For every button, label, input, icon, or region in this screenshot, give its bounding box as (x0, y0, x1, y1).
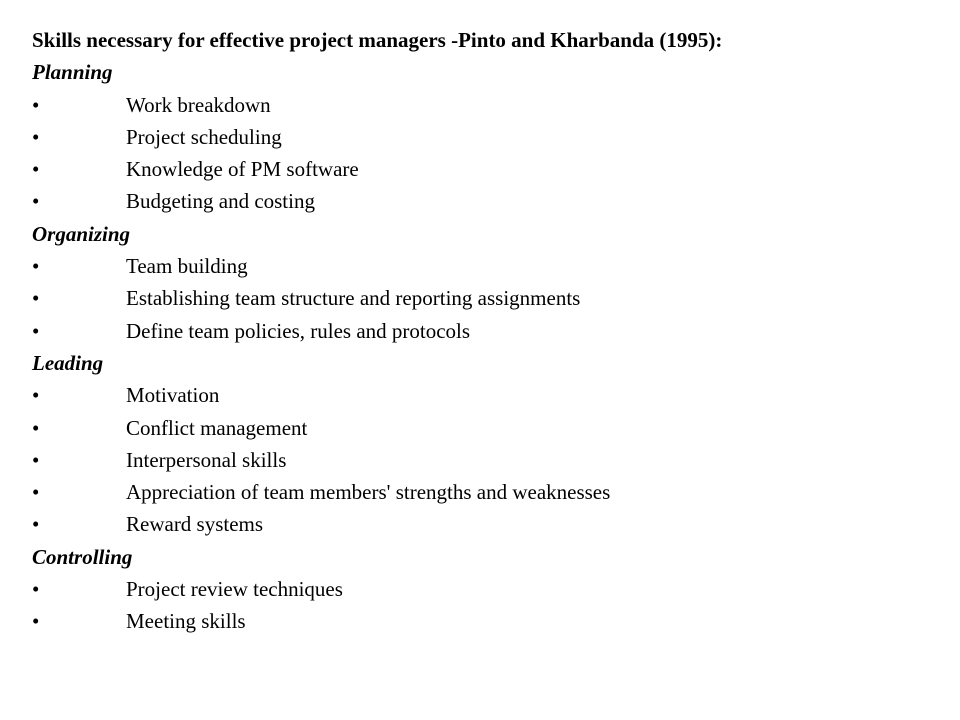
list-item (32, 315, 932, 347)
list-item (32, 89, 932, 121)
list-item-text: Conflict management (126, 415, 308, 440)
list-item (32, 476, 932, 508)
list-item-text: Team building (126, 254, 248, 279)
slide-content (32, 24, 932, 638)
section-organizing (32, 218, 932, 347)
slide-title: Skills necessary for effective project managers -Pinto and Kharbanda (1995): (32, 28, 723, 52)
list-item-text: Knowledge of PM software (126, 157, 359, 182)
bullet-icon: • (32, 577, 40, 602)
bullet-icon: • (32, 447, 40, 472)
bullet-icon: • (32, 480, 40, 505)
bullet-icon: • (32, 512, 40, 537)
list-item-text: Establishing team structure and reporting assignments (126, 286, 581, 311)
bullet-icon: • (32, 415, 40, 440)
list-item-text: Budgeting and costing (126, 189, 315, 214)
bullet-icon: • (32, 157, 40, 182)
list-item (32, 573, 932, 605)
list-item-text: Project scheduling (126, 124, 282, 149)
list-item-text: Work breakdown (126, 92, 271, 117)
bullet-icon: • (32, 318, 40, 343)
list-item (32, 185, 932, 217)
list-item (32, 379, 932, 411)
section-planning (32, 56, 932, 217)
list-item (32, 412, 932, 444)
section-heading-planning: Planning (32, 60, 113, 85)
bullet-icon: • (32, 254, 40, 279)
bullet-icon: • (32, 383, 40, 408)
list-item (32, 605, 932, 637)
list-item (32, 153, 932, 185)
list-item-text: Define team policies, rules and protocols (126, 318, 471, 343)
list-item-text: Meeting skills (126, 609, 246, 634)
bullet-icon: • (32, 189, 40, 214)
list-item-text: Project review techniques (126, 577, 343, 602)
bullet-icon: • (32, 124, 40, 149)
bullet-icon: • (32, 286, 40, 311)
list-item-text: Reward systems (126, 512, 264, 537)
bullet-icon: • (32, 609, 40, 634)
bullet-icon: • (32, 92, 40, 117)
section-controlling (32, 541, 932, 638)
section-leading (32, 347, 932, 541)
list-item-text: Appreciation of team members' strengths and weaknesses (126, 480, 611, 505)
section-heading-leading: Leading (32, 350, 104, 375)
section-heading-organizing: Organizing (32, 221, 131, 246)
section-heading-controlling: Controlling (32, 544, 133, 569)
list-item-text: Interpersonal skills (126, 447, 287, 472)
list-item-text: Motivation (126, 383, 220, 408)
list-item (32, 250, 932, 282)
list-item (32, 444, 932, 476)
list-item (32, 282, 932, 314)
list-item (32, 121, 932, 153)
list-item (32, 508, 932, 540)
